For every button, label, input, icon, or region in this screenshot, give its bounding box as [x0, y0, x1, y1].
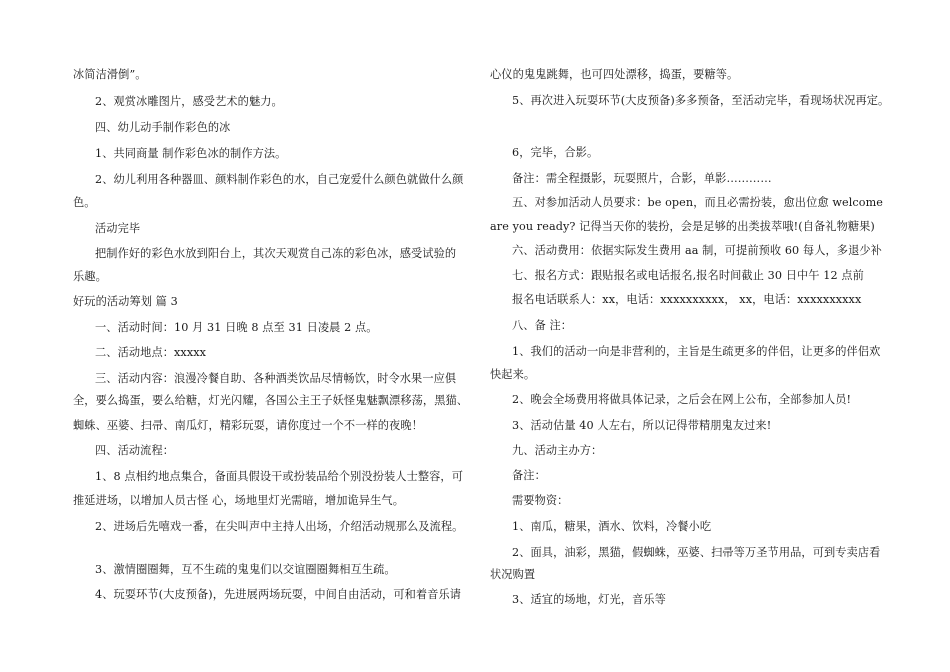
text-line: 3、激情圈圈舞，互不生疏的鬼鬼们以交谊圈圈舞相互生疏。 — [95, 563, 396, 576]
text-line: 九、活动主办方： — [512, 444, 603, 457]
text-line: 1、共同商量 制作彩色冰的制作方法。 — [95, 147, 287, 160]
text-line: 报名电话联系人：xx，电话：xxxxxxxxxx， xx，电话：xxxxxxxxxx — [512, 293, 862, 306]
text-line: 把制作好的彩色水放到阳台上，其次天观赏自己冻的彩色冰，感受试验的 — [95, 247, 457, 260]
text-line: 乐趣。 — [73, 270, 107, 283]
text-line: 冰简洁滑倒”。 — [73, 68, 147, 81]
text-line: 六、活动费用：依据实际发生费用 aa 制，可提前预收 60 每人，多退少补 — [512, 244, 882, 257]
text-line: 6，完毕，合影。 — [512, 146, 599, 159]
text-line: 三、活动内容：浪漫冷餐自助、各种酒类饮品尽情畅饮，时令水果一应俱 — [95, 372, 457, 385]
text-line: 备注：需全程摄影，玩耍照片，合影，单影………… — [512, 172, 772, 185]
text-line: 4、玩耍环节(大皮预备)，先进展两场玩耍，中间自由活动，可和着音乐请 — [95, 588, 462, 601]
text-line: 1、我们的活动一向是非营利的，主旨是生疏更多的伴侣，让更多的伴侣欢 — [512, 345, 881, 358]
text-line: 推延进场，以增加人员古怪 心，场地里灯光需暗，增加诡异生气。 — [73, 494, 404, 507]
text-line: 八、备 注： — [512, 319, 573, 332]
text-line: 心仪的鬼鬼跳舞，也可四处漂移，捣蛋，要糖等。 — [490, 68, 739, 81]
text-line: 四、活动流程： — [95, 444, 175, 457]
text-line: 七、报名方式：跟贴报名或电话报名,报名时间截止 30 日中午 12 点前 — [512, 269, 864, 282]
text-line: 2、晚会全场费用将做具体记录，之后会在网上公布，全部参加人员! — [512, 393, 852, 406]
text-line: 备注： — [512, 469, 546, 482]
text-line: 好玩的活动筹划 篇 3 — [73, 295, 178, 308]
text-line: 2、幼儿利用各种器皿、颜料制作彩色的水，自己宠爱什么颜色就做什么颜 — [95, 173, 464, 186]
text-line: 蜘蛛、巫婆、扫帚、南瓜灯，精彩玩耍，请你度过一个不一样的夜晚！ — [73, 419, 423, 432]
text-line: 5、再次进入玩耍环节(大皮预备)多多预备，至活动完毕，看现场状况再定。 — [512, 94, 890, 107]
text-line: 快起来。 — [490, 368, 536, 381]
text-line: 2、观赏冰雕图片，感受艺术的魅力。 — [95, 95, 283, 108]
text-line: 2、进场后先嘻戏一番，在尖叫声中主持人出场，介绍活动规那么及流程。 — [95, 520, 464, 533]
text-line: 1、8 点相约地点集合，备面具假设干或扮装品给个别没扮装人士整容，可 — [95, 470, 464, 483]
text-line: 全，要么捣蛋，要么给糖，灯光闪耀，各国公主王子妖怪鬼魅飘漂移荡，黑猫、 — [73, 394, 469, 407]
text-line: 四、幼儿动手制作彩色的冰 — [95, 121, 231, 134]
text-line: 一、活动时间：10 月 31 日晚 8 点至 31 日凌晨 2 点。 — [95, 321, 378, 334]
text-line: 状况购置 — [490, 568, 536, 581]
text-line: 2、面具，油彩，黑猫，假蜘蛛，巫婆、扫帚等万圣节用品，可到专卖店看 — [512, 546, 881, 559]
text-line: 色。 — [73, 196, 96, 209]
text-line: 1、南瓜，糖果，酒水、饮料，冷餐小吃 — [512, 520, 712, 533]
text-line: 3、活动估量 40 人左右，所以记得带精朋鬼友过来! — [512, 419, 772, 432]
text-line: 活动完毕 — [95, 222, 141, 235]
text-line: 五、对参加活动人员要求：be open，而且必需扮装，愈出位愈 welcome — [512, 196, 884, 209]
text-line: 3、适宜的场地，灯光，音乐等 — [512, 593, 666, 606]
text-line: 需要物资： — [512, 494, 569, 507]
text-line: are you ready? 记得当天你的装扮，会是足够的出类拔萃哦!(自备礼物糖果) — [490, 220, 875, 233]
text-line: 二、活动地点：xxxxx — [95, 346, 207, 359]
